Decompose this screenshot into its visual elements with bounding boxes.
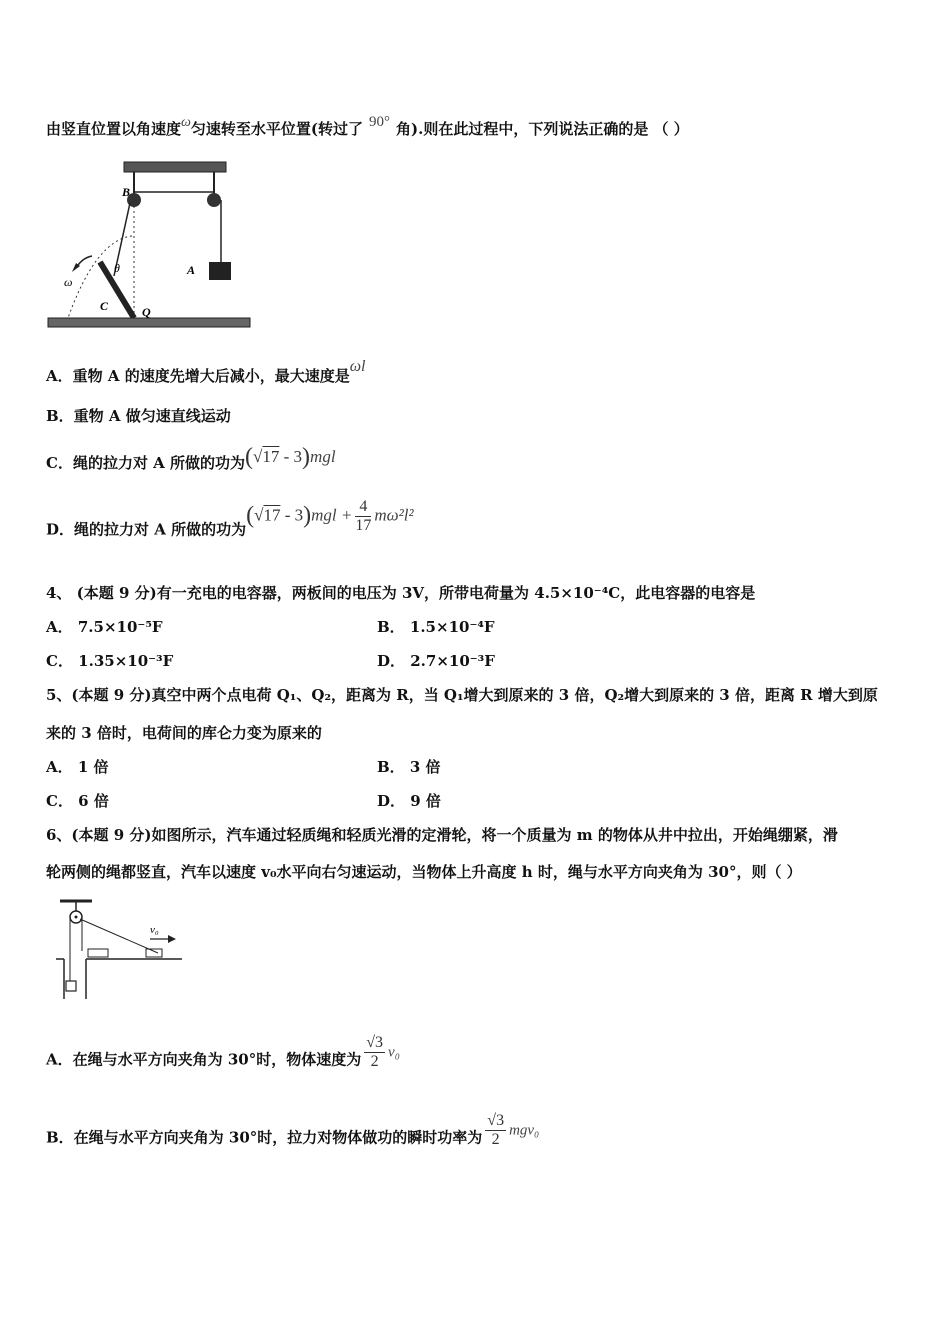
q5-option-b[interactable]: B． 3 倍	[377, 758, 441, 776]
label-theta: θ	[114, 261, 120, 275]
q5-stem-line2: 来的 3 倍时，电荷间的库仑力变为原来的	[46, 724, 322, 742]
q3-stem	[46, 114, 689, 139]
q6-object	[66, 981, 76, 991]
q3-option-a-math: ωl	[349, 358, 366, 375]
q6-option-a-text: A．在绳与水平方向夹角为 30°时，物体速度为	[46, 1050, 362, 1069]
q5-option-c[interactable]: C． 6 倍	[46, 792, 109, 810]
ground	[48, 318, 250, 327]
q3-stem-part2: 匀速转至水平位置(转过了	[190, 120, 364, 138]
q3-option-d-tail: mω²l²	[374, 505, 414, 525]
q6-option-b-tail: mgv₀	[509, 1122, 540, 1139]
q6-option-b-den: 2	[491, 1131, 500, 1148]
q3-option-d-mgl: mgl +	[311, 505, 353, 525]
label-C: C	[100, 299, 109, 313]
label-Q: Q	[142, 305, 151, 319]
q3-option-b-text: B．重物 A 做匀速直线运动	[46, 407, 231, 425]
q3-stem-part3: 角).则在此过程中，下列说法正确的是 （ ）	[396, 120, 689, 138]
q3-option-d-minus: - 3	[280, 505, 304, 525]
q6-option-b-text: B．在绳与水平方向夹角为 30°时，拉力对物体做功的瞬时功率为	[46, 1128, 483, 1147]
q3-option-d-frac-den: 17	[355, 517, 372, 534]
q5-option-a[interactable]: A． 1 倍	[46, 758, 109, 776]
label-omega: ω	[64, 275, 73, 289]
q3-option-d-text: D．绳的拉力对 A 所做的功为	[46, 520, 247, 539]
q3-stem-part1: 由竖直位置以角速度	[46, 120, 182, 138]
q3-option-c-minus: - 3	[279, 447, 303, 466]
label-A: A	[187, 263, 196, 277]
q3-option-d-sqrt: 17	[263, 505, 281, 525]
q3-option-a[interactable]	[46, 358, 365, 386]
q3-option-b[interactable]	[46, 405, 231, 426]
q3-option-c-tail: mgl	[310, 447, 336, 466]
q6-stem-line2: 轮两侧的绳都竖直，汽车以速度 v₀水平向右匀速运动，当物体上升高度 h 时，绳与水平方向夹角为 30°，则（ ）	[46, 863, 802, 881]
q3-pulley-figure	[46, 158, 252, 332]
q3-option-c-sqrt: 17	[262, 447, 280, 466]
q6-option-a-tail: v₀	[388, 1044, 400, 1061]
q5-option-d[interactable]: D． 9 倍	[377, 792, 441, 810]
q6-option-b[interactable]	[46, 1112, 539, 1149]
q6-option-a[interactable]	[46, 1034, 400, 1071]
q6-option-a-num: √3	[366, 1034, 384, 1051]
q4-option-b[interactable]: B． 1.5×10⁻⁴F	[377, 618, 495, 636]
label-B: B	[122, 185, 131, 199]
block-A	[209, 262, 231, 280]
q3-option-a-text: A．重物 A 的速度先增大后减小，最大速度是	[46, 367, 350, 385]
q5-stem-line1: 5、(本题 9 分)真空中两个点电荷 Q₁、Q₂，距离为 R，当 Q₁增大到原来的 3 倍，Q₂增大到原来的 3 倍，距离 R 增大到原	[46, 686, 878, 704]
q3-option-c[interactable]: C．绳的拉力对 A 所做的功为(√17 - 3)mgl	[46, 444, 336, 472]
pulley-right	[207, 193, 221, 207]
q6-car	[146, 949, 162, 957]
q4-option-d[interactable]: D． 2.7×10⁻³F	[377, 652, 495, 670]
q6-v0-label: v₀	[150, 924, 159, 936]
q3-option-d-frac-num: 4	[355, 498, 371, 517]
q3-angle: 90°	[369, 114, 391, 130]
q3-omega-symbol: ω	[181, 115, 191, 130]
q4-option-a[interactable]: A． 7.5×10⁻⁵F	[46, 618, 163, 636]
q3-option-c-text: C．绳的拉力对 A 所做的功为	[46, 454, 246, 472]
q6-car-pulley-figure	[52, 895, 188, 1005]
q6-stem-line1: 6、(本题 9 分)如图所示，汽车通过轻质绳和轻质光滑的定滑轮，将一个质量为 m 的物体从井中拉出，开始绳绷紧，滑	[46, 826, 838, 844]
q3-option-d[interactable]: D．绳的拉力对 A 所做的功为(√17 - 3)mgl + $\frac{4}{17}$ mω²l²	[46, 498, 414, 539]
q4-stem: 4、 (本题 9 分)有一充电的电容器，两板间的电压为 3V，所带电荷量为 4.5×10⁻⁴C，此电容器的电容是	[46, 584, 756, 602]
q6-option-b-num: √3	[487, 1112, 505, 1129]
q4-option-c[interactable]: C． 1.35×10⁻³F	[46, 652, 174, 670]
ceiling-beam	[124, 162, 226, 172]
q6-option-a-den: 2	[370, 1053, 379, 1070]
